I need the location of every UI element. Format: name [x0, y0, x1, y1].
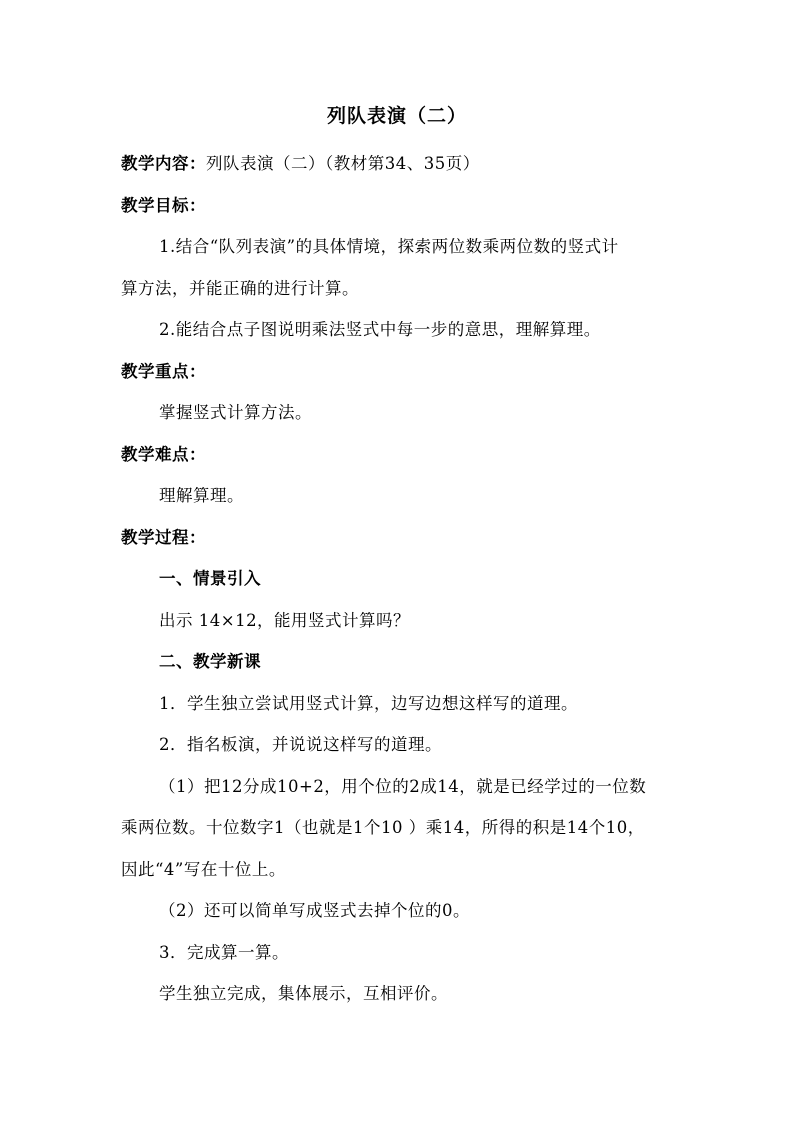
- section-1-title: 一、情景引入: [159, 569, 261, 588]
- section-1-text: 出示 14×12，能用竖式计算吗？: [159, 610, 411, 630]
- step-2-sub-1-line-3: 因此“4”写在十位上。: [121, 859, 286, 879]
- step-3-text: 学生独立完成，集体展示，互相评价。: [159, 984, 448, 1003]
- page-title: 列队表演（二）: [326, 105, 467, 127]
- teaching-content-label: 教学内容：: [121, 154, 206, 173]
- key-points-text: 掌握竖式计算方法。: [159, 403, 312, 422]
- step-2-sub-2: （2）还可以简单写成竖式去掉个位的0。: [159, 901, 470, 920]
- goal-1-line-1: 1.结合“队列表演”的具体情境，探索两位数乘两位数的竖式计: [159, 237, 619, 256]
- section-2-title: 二、教学新课: [159, 652, 261, 671]
- process-label: 教学过程：: [121, 527, 206, 547]
- teaching-content-row: [121, 143, 681, 185]
- teaching-content-text: 列队表演（二）（教材第34、35页）: [206, 154, 480, 173]
- step-2-sub-1-line-1: （1）把12分成10+2，用个位的2成14，就是已经学过的一位数: [159, 776, 647, 796]
- step-2-sub-1-line-2: 乘两位数。十位数字1（也就是1个10 ）乘14，所得的积是14个10，: [121, 818, 645, 837]
- difficulty-text: 理解算理。: [159, 486, 244, 505]
- document-body: [121, 143, 681, 1015]
- step-1: 1．学生独立尝试用竖式计算，边写边想这样写的道理。: [159, 693, 578, 713]
- step-3: 3．完成算一算。: [159, 942, 289, 962]
- goal-2: 2.能结合点子图说明乘法竖式中每一步的意思，理解算理。: [159, 320, 601, 339]
- key-points-label: 教学重点：: [121, 361, 206, 381]
- teaching-goals-label: 教学目标：: [121, 195, 206, 215]
- difficulty-label: 教学难点：: [121, 444, 206, 464]
- step-2: 2．指名板演，并说说这样写的道理。: [159, 735, 442, 754]
- goal-1-line-2: 算方法，并能正确的进行计算。: [121, 278, 359, 298]
